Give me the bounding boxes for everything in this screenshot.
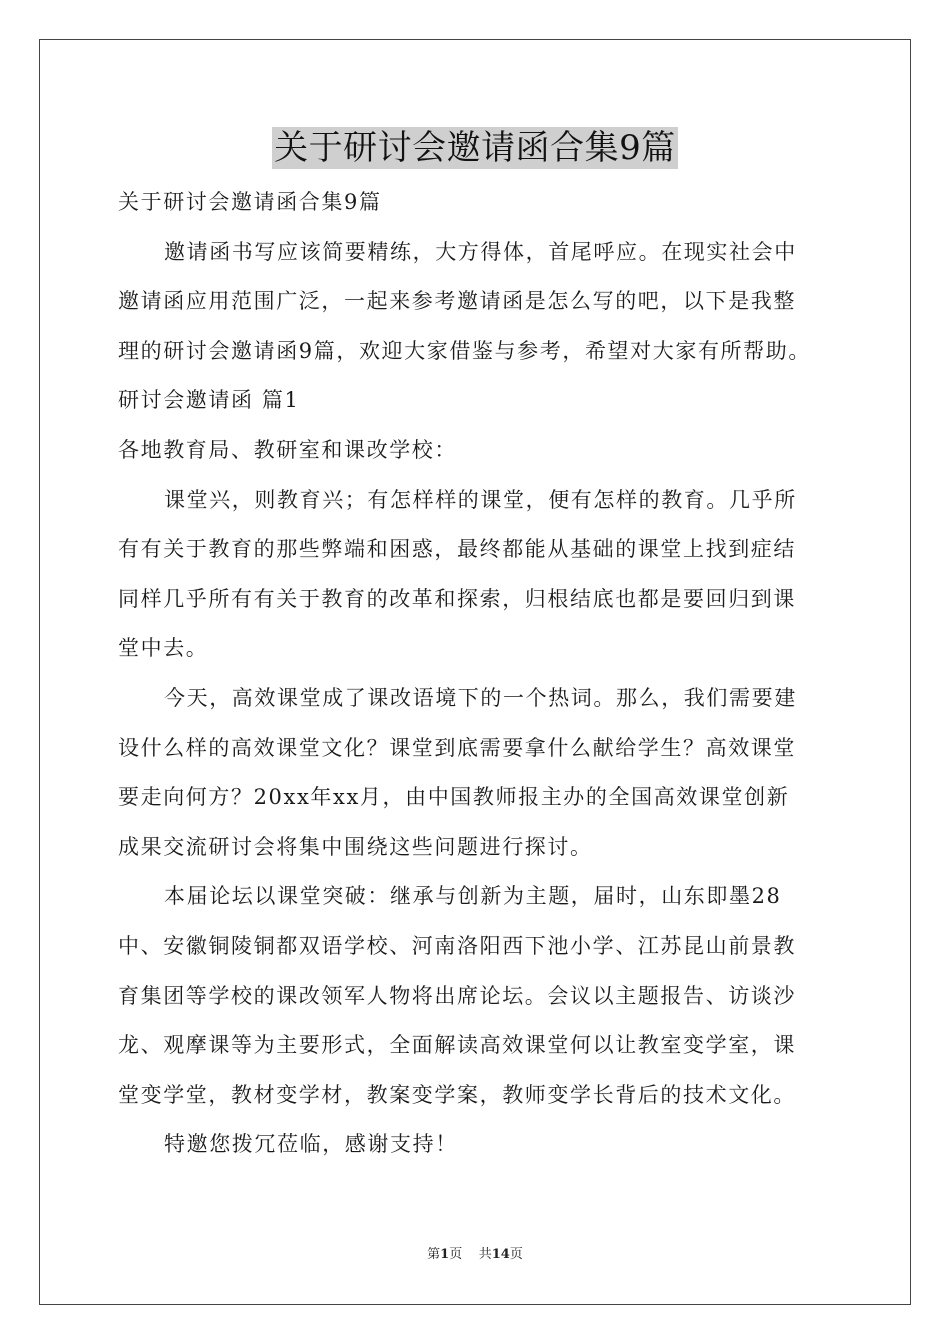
text-line: 有有关于教育的那些弊端和困惑，最终都能从基础的课堂上找到症结: [118, 537, 796, 562]
text-line: 中、安徽铜陵铜都双语学校、河南洛阳西下池小学、江苏昆山前景教: [118, 933, 796, 958]
title-container: [0, 127, 950, 169]
text-line: 今天，高效课堂成了课改语境下的一个热词。那么，我们需要建: [164, 685, 797, 710]
text-line: 堂变学堂，教材变学材，教案变学案，教师变学长背后的技术文化。: [118, 1082, 796, 1107]
text-line: 特邀您拨冗莅临，感谢支持！: [164, 1132, 458, 1157]
text-line: 本届论坛以课堂突破：继承与创新为主题，届时，山东即墨28: [164, 884, 782, 909]
text-line: 理的研讨会邀请函9篇，欢迎大家借鉴与参考，希望对大家有所帮助。: [118, 338, 811, 363]
text-line: 设什么样的高效课堂文化？课堂到底需要拿什么献给学生？高效课堂: [118, 735, 796, 760]
text-line: 要走向何方？20xx年xx月，由中国教师报主办的全国高效课堂创新: [118, 785, 790, 810]
text-line: 邀请函应用范围广泛，一起来参考邀请函是怎么写的吧，以下是我整: [118, 289, 796, 314]
text-line: 课堂兴，则教育兴；有怎样样的课堂，便有怎样的教育。几乎所: [164, 487, 797, 512]
text-line: 成果交流研讨会将集中围绕这些问题进行探讨。: [118, 834, 593, 859]
text-line: 堂中去。: [118, 636, 209, 661]
document-body: [118, 178, 848, 1170]
page-footer: [0, 1243, 950, 1262]
page-total: 共14页: [478, 1247, 523, 1262]
text-line: 各地教育局、教研室和课改学校：: [118, 437, 457, 462]
text-line: 龙、观摩课等为主要形式，全面解读高效课堂何以让教室变学室，课: [118, 1033, 796, 1058]
page-number: 第1页: [427, 1247, 463, 1262]
text-line: 同样几乎所有有关于教育的改革和探索，归根结底也都是要回归到课: [118, 586, 796, 611]
text-line: 研讨会邀请函 篇1: [118, 388, 300, 413]
text-line: 关于研讨会邀请函合集9篇: [118, 190, 382, 214]
document-title: 关于研讨会邀请函合集9篇: [274, 128, 676, 168]
text-line: 育集团等学校的课改领军人物将出席论坛。会议以主题报告、访谈沙: [118, 983, 796, 1008]
text-line: 邀请函书写应该简要精练，大方得体，首尾呼应。在现实社会中: [164, 239, 797, 264]
